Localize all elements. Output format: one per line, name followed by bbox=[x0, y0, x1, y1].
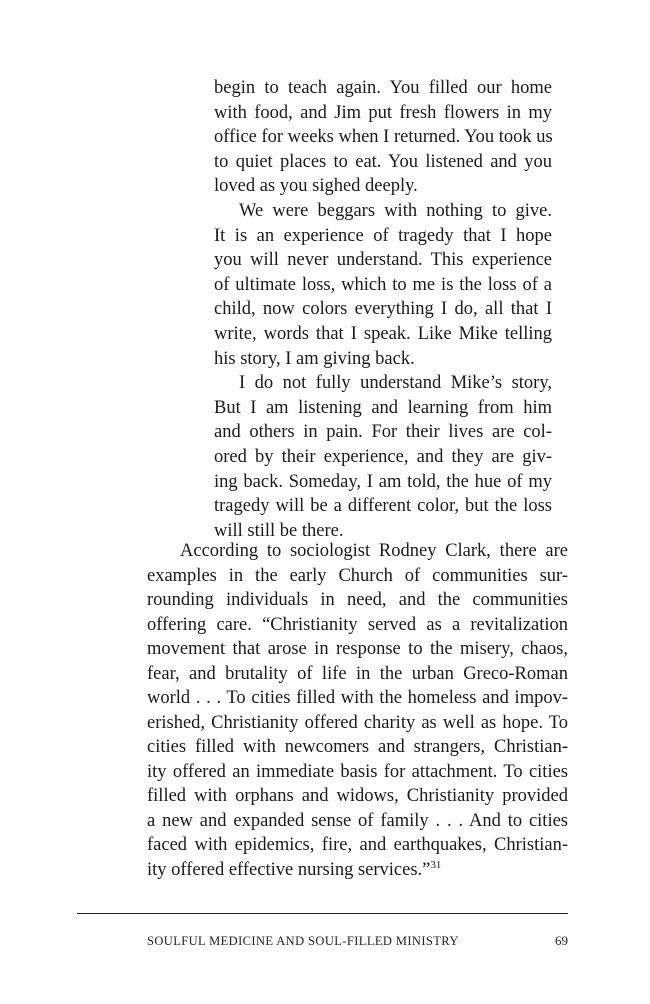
body-line: faced with epidemics, fire, and earthquakes, Christian- bbox=[147, 835, 568, 855]
body-line: world . . . To cities filled with the homeless and impov- bbox=[147, 688, 568, 708]
running-head: SOULFUL MEDICINE AND SOUL-FILLED MINISTRY bbox=[147, 934, 459, 948]
quote-line: will still be there. bbox=[214, 520, 344, 541]
quote-line: and others in pain. For their lives are col- bbox=[214, 422, 552, 443]
quote-line: child, now colors everything I do, all that I bbox=[214, 299, 552, 320]
body-line: filled with orphans and widows, Christianity provided bbox=[147, 786, 568, 806]
quote-line: you will never understand. This experience bbox=[214, 250, 552, 271]
body-line: cities filled with newcomers and strangers, Christian- bbox=[147, 737, 568, 757]
body-line-final bbox=[147, 858, 568, 883]
quote-line: of ultimate loss, which to me is the loss of a bbox=[214, 274, 552, 295]
quote-line: tragedy will be a different color, but the loss bbox=[214, 496, 552, 517]
quote-line: But I am listening and learning from him bbox=[214, 397, 552, 418]
body-line: rounding individuals in need, and the communities bbox=[147, 590, 568, 610]
body-line: ity offered an immediate basis for attachment. To cities bbox=[147, 761, 568, 782]
body-line: movement that arose in response to the misery, chaos, bbox=[147, 639, 568, 659]
body-line: fear, and brutality of life in the urban Greco-Roman bbox=[147, 663, 568, 684]
quote-line: We were beggars with nothing to give. bbox=[239, 200, 552, 221]
body-line: a new and expanded sense of family . . . And to cities bbox=[147, 810, 568, 831]
quote-line: with food, and Jim put fresh flowers in my bbox=[214, 102, 552, 123]
body-line: According to sociologist Rodney Clark, there are bbox=[180, 541, 568, 561]
quote-line: ored by their experience, and they are giv- bbox=[214, 446, 552, 467]
quote-line: begin to teach again. You filled our home bbox=[214, 78, 552, 98]
body-line: offering care. “Christianity served as a revitalization bbox=[147, 614, 568, 635]
block-quote bbox=[214, 76, 552, 543]
page-number: 69 bbox=[555, 933, 568, 948]
body-line: erished, Christianity offered charity as well as hope. To bbox=[147, 712, 568, 733]
body-line-text: ity offered effective nursing services.” bbox=[147, 859, 431, 880]
body-paragraph bbox=[147, 539, 568, 882]
quote-line: write, words that I speak. Like Mike telling bbox=[214, 323, 552, 344]
quote-line: office for weeks when I returned. You took us bbox=[214, 127, 553, 148]
quote-line: It is an experience of tragedy that I hope bbox=[214, 225, 552, 246]
quote-line: ing back. Someday, I am told, the hue of my bbox=[214, 471, 552, 492]
quote-line: to quiet places to eat. You listened and you bbox=[214, 151, 552, 172]
quote-line: I do not fully understand Mike’s story, bbox=[239, 373, 552, 394]
footer-rule bbox=[77, 913, 568, 914]
body-line: examples in the early Church of communities sur- bbox=[147, 565, 568, 586]
quote-line: loved as you sighed deeply. bbox=[214, 176, 418, 197]
footnote-reference[interactable]: 31 bbox=[430, 858, 442, 871]
quote-line: his story, I am giving back. bbox=[214, 348, 415, 369]
